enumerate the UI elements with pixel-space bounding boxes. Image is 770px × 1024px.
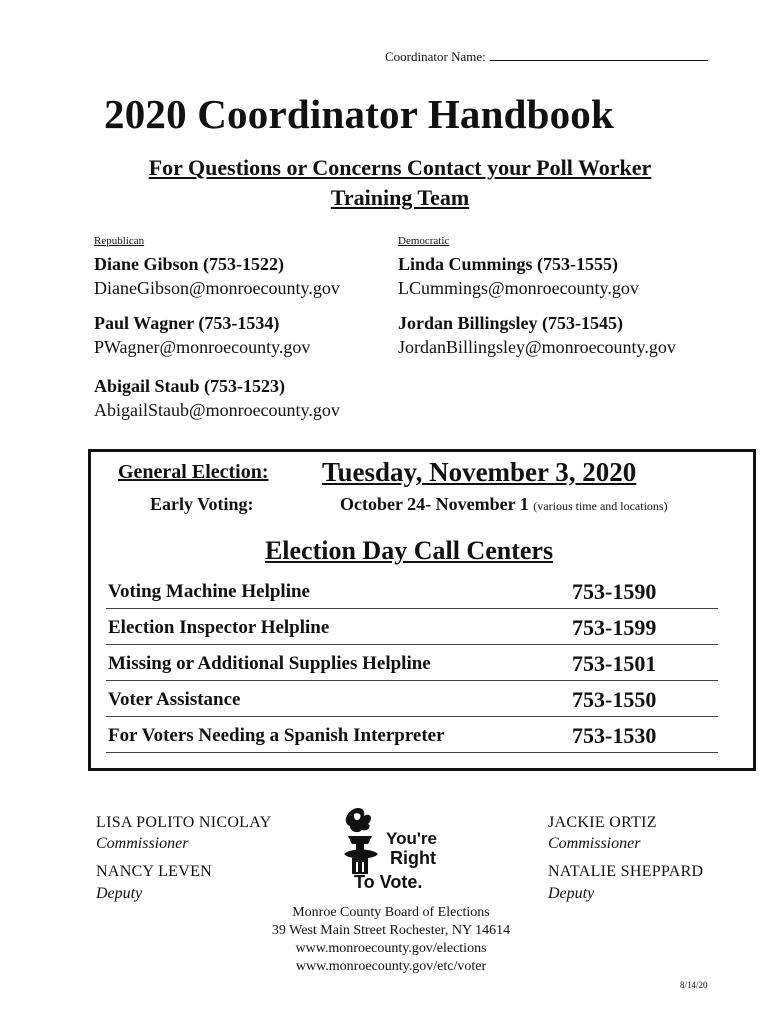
contact-name: Jordan Billingsley (753-1545) — [398, 313, 624, 333]
commissioner-name: LISA POLITO NICOLAY — [96, 814, 272, 831]
logo-text-line-3: To Vote. — [354, 872, 423, 892]
deputy-role: Deputy — [548, 885, 595, 902]
call-center-label: For Voters Needing a Spanish Interpreter — [108, 725, 445, 746]
torch-icon — [344, 808, 378, 874]
commissioner-role: Commissioner — [96, 835, 189, 852]
contact-name: Abigail Staub (753-1523) — [94, 376, 286, 396]
call-center-number: 753-1501 — [572, 651, 657, 676]
call-center-label: Voter Assistance — [108, 689, 241, 710]
contact-email: AbigailStaub@monroecounty.gov — [94, 400, 340, 420]
call-center-label: Voting Machine Helpline — [108, 581, 310, 602]
address-link[interactable]: www.monroecounty.gov/etc/voter — [295, 959, 487, 974]
revision-date: 8/14/20 — [680, 980, 708, 990]
contact-heading — [0, 153, 770, 213]
coordinator-name-field — [385, 48, 708, 65]
call-centers-title: Election Day Call Centers — [264, 536, 554, 565]
call-center-number: 753-1530 — [572, 723, 657, 748]
page-title: 2020 Coordinator Handbook — [104, 91, 615, 137]
general-election-label: General Election: — [118, 461, 269, 483]
general-election-date: Tuesday, November 3, 2020 — [322, 457, 637, 487]
democratic-label: Democratic — [398, 235, 450, 247]
call-center-row — [106, 680, 718, 717]
logo-text-line-1: You're — [386, 829, 437, 848]
contact-name: Paul Wagner (753-1534) — [94, 313, 280, 333]
commissioner-role: Commissioner — [548, 835, 641, 852]
call-center-number: 753-1550 — [572, 687, 657, 712]
contact-name: Diane Gibson (753-1522) — [94, 254, 285, 274]
address-line: Monroe County Board of Elections — [292, 905, 490, 920]
commissioner-name: JACKIE ORTIZ — [548, 814, 657, 831]
contact-heading-line-2: Training Team — [330, 185, 470, 210]
early-voting-dates — [340, 494, 668, 515]
call-center-label: Missing or Additional Supplies Helpline — [108, 653, 431, 674]
contact-email: LCummings@monroecounty.gov — [398, 278, 639, 298]
call-center-row — [106, 608, 718, 645]
deputy-role: Deputy — [96, 885, 143, 902]
contact-email: JordanBillingsley@monroecounty.gov — [398, 337, 676, 357]
early-voting-date-range: October 24- November 1 — [340, 494, 529, 514]
logo-text-line-2: Right — [390, 848, 436, 868]
call-center-row — [106, 716, 718, 753]
youre-right-to-vote-logo — [338, 804, 438, 894]
early-voting-note: (various time and locations) — [533, 499, 668, 513]
early-voting-label: Early Voting: — [150, 494, 254, 514]
republican-label: Republican — [94, 235, 145, 247]
address-link[interactable]: www.monroecounty.gov/elections — [295, 941, 487, 956]
contact-name: Linda Cummings (753-1555) — [398, 254, 619, 274]
call-center-number: 753-1590 — [572, 579, 657, 604]
coordinator-name-label: Coordinator Name: — [385, 49, 486, 64]
call-center-row — [106, 572, 718, 609]
coordinator-name-blank-line — [490, 48, 708, 61]
call-center-number: 753-1599 — [572, 615, 657, 640]
contact-heading-line-1: For Questions or Concerns Contact your Poll Worker — [148, 155, 652, 180]
call-center-row — [106, 644, 718, 681]
board-address — [0, 904, 770, 976]
deputy-name: NANCY LEVEN — [96, 863, 213, 880]
contact-email: PWagner@monroecounty.gov — [94, 337, 311, 357]
deputy-name: NATALIE SHEPPARD — [548, 863, 704, 880]
call-center-label: Election Inspector Helpline — [108, 617, 330, 638]
contact-email: DianeGibson@monroecounty.gov — [94, 278, 340, 298]
address-line: 39 West Main Street Rochester, NY 14614 — [271, 923, 511, 938]
